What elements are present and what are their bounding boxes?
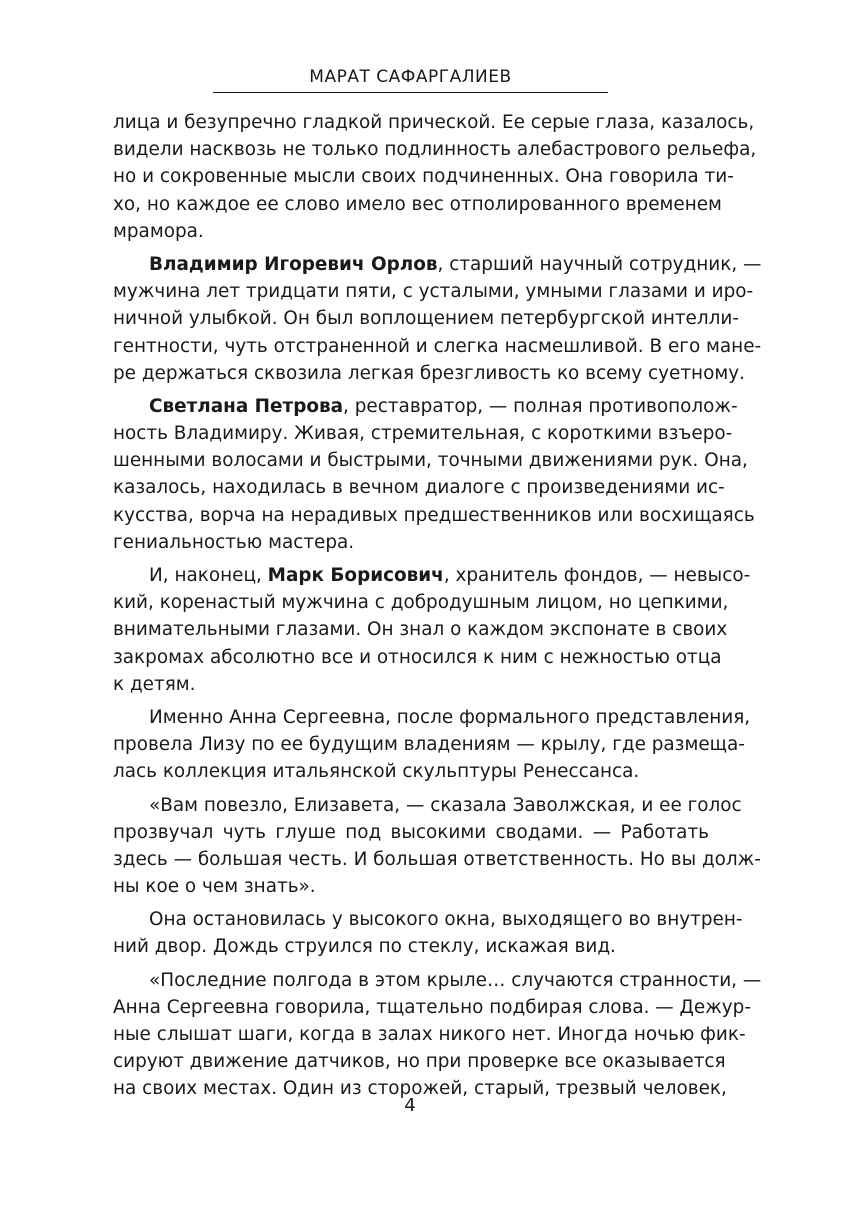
text-span: И, наконец, — [149, 565, 268, 586]
paragraph — [113, 792, 761, 901]
text-line: здесь — большая честь. И большая ответственность. Но вы долж- — [113, 848, 761, 870]
body-text — [113, 109, 762, 1103]
text-line: гентности, чуть отстраненной и слегка насмешливой. В его мане- — [113, 335, 762, 357]
character-name: Владимир Игоревич Орлов — [149, 253, 438, 275]
text-line: мрамора. — [113, 220, 204, 242]
text-line: сируют движение датчиков, но при проверке все оказывается — [113, 1051, 726, 1073]
paragraph — [113, 562, 751, 698]
paragraph — [113, 906, 743, 960]
header-rule — [213, 92, 608, 93]
text-line: ность Владимиру. Живая, стремительная, с короткими взъеро- — [113, 423, 733, 445]
text-span: , хранитель фондов, — невысо- — [443, 565, 751, 586]
text-line: на своих местах. Один из сторожей, старый, трезвый человек, — [113, 1078, 727, 1100]
text-line: шенными волосами и быстрыми, точными движениями рук. Она, — [113, 450, 748, 472]
paragraph — [113, 393, 755, 556]
text-line: но и сокровенные мысли своих подчиненных. Она говорила ти- — [113, 166, 734, 188]
text-line: кий, коренастый мужчина с добродушным лицом, но цепкими, — [113, 592, 729, 614]
text-line: мужчина лет тридцати пяти, с усталыми, умными глазами и иро- — [113, 281, 754, 303]
text-line: к детям. — [113, 673, 196, 695]
text-line: «Вам повезло, Елизавета, — сказала Заволжская, и ее голос — [149, 794, 742, 816]
text-line: ре держаться сквозила легкая брезгливость ко всему суетному. — [113, 362, 745, 384]
text-line: гениальностью мастера. — [113, 531, 355, 553]
character-name: Марк Борисович — [267, 565, 444, 586]
paragraph — [113, 109, 757, 245]
text-line — [113, 251, 762, 278]
paragraph — [113, 704, 751, 786]
text-line: Анна Сергеевна говорила, тщательно подбирая слова. — Дежур- — [113, 996, 751, 1018]
text-line: Она остановилась у высокого окна, выходящего во внутрен- — [149, 909, 743, 931]
text-line: хо, но каждое ее слово имело вес отполированного временем — [113, 193, 722, 215]
text-line: прозвучал чуть глуше под высокими сводами. — Работать — [113, 821, 709, 843]
text-span: , реставратор, — полная противополож- — [343, 395, 738, 417]
text-span: , старший научный сотрудник, — — [437, 253, 762, 275]
text-line — [113, 393, 738, 420]
running-header-title: МАРАТ САФАРГАЛИЕВ — [309, 67, 512, 87]
paragraph — [113, 251, 762, 387]
text-line: ны кое о чем знать». — [113, 876, 316, 898]
text-line: ничной улыбкой. Он был воплощением петербургской интелли- — [113, 308, 739, 330]
text-line: видели насквозь не только подлинность алебастрового рельефа, — [113, 139, 757, 161]
text-line — [113, 562, 751, 589]
text-line: «Последние полгода в этом крыле… случаются странности, — — [149, 969, 762, 991]
character-name: Светлана Петрова — [149, 395, 344, 417]
text-line: лась коллекция итальянской скульптуры Ренессанса. — [113, 761, 640, 783]
text-line: Именно Анна Сергеевна, после формального представления, — [149, 706, 751, 728]
paragraph — [113, 967, 762, 1103]
text-line: закромах абсолютно все и относился к ним с нежностью отца — [113, 646, 722, 668]
text-line: внимательными глазами. Он знал о каждом экспонате в своих — [113, 619, 728, 641]
text-line: ные слышат шаги, когда в залах никого нет. Иногда ночью фик- — [113, 1024, 746, 1045]
text-line: провела Лизу по ее будущим владениям — крылу, где размеща- — [113, 734, 745, 756]
text-line: кусства, ворча на нерадивых предшественников или восхищаясь — [113, 504, 755, 526]
text-line: казалось, находилась в вечном диалоге с произведениями ис- — [113, 477, 725, 499]
page-number: 4 — [404, 1095, 416, 1116]
text-line: ний двор. Дождь струился по стеклу, искажая вид. — [113, 936, 616, 958]
text-line: лица и безупречно гладкой прической. Ее серые глаза, казалось, — [113, 112, 755, 133]
